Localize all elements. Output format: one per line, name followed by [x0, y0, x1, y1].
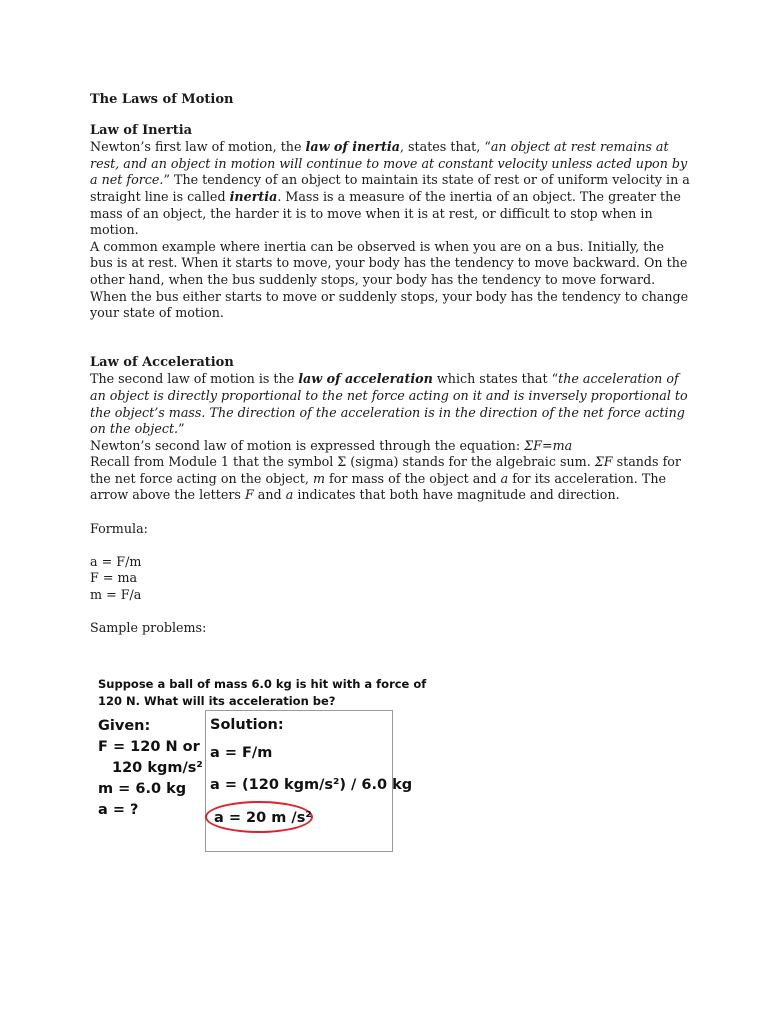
acceleration-paragraph-3: Recall from Module 1 that the symbol Σ (sigma) stands for the algebraic sum. ΣF stands for the net force acting on the object, m for mass of the object and a for its acceleration. The arrow above the letters F and a indicates that both have magnitude and direction.: [90, 454, 681, 503]
sample-problems-label: Sample problems:: [90, 620, 207, 636]
document-body: [90, 92, 690, 637]
solution-box: [205, 710, 413, 852]
inertia-paragraph-1: Newton’s first law of motion, the law of inertia, states that, “an object at rest remains at rest, and an object in motion will continue to move at constant velocity unless acted upon by a net force.” The tendency of an object to maintain its state of rest or of uniform velocity in a straight line is called inertia. Mass is a measure of the inertia of an object. The greater the mass of an object, the harder it is to move when it is at rest, or difficult to stop when in motion.: [90, 139, 690, 238]
section-heading-inertia: Law of Inertia: [90, 122, 193, 138]
acceleration-paragraph-1: The second law of motion is the law of acceleration which states that “the acceleration of an object is directly proportional to the net force acting on it and is inversely proportional to the object’s mass. The direction of the acceleration is in the direction of the net force acting on the object.”: [90, 371, 688, 437]
formula-line-3: m = F/a: [90, 587, 142, 603]
page-title: The Laws of Motion: [90, 92, 234, 107]
acceleration-paragraph-2: Newton’s second law of motion is expressed through the equation: ΣF=ma: [90, 437, 573, 453]
solution-step-1: a = F/m: [210, 745, 273, 761]
solution-answer: a = 20 m /s²: [214, 810, 312, 826]
formula-line-1: a = F/m: [90, 553, 142, 569]
formula-label: Formula:: [90, 520, 148, 536]
given-force: F = 120 N or: [98, 739, 200, 755]
problem-question: Suppose a ball of mass 6.0 kg is hit with a force of 120 N. What will its acceleration be?: [98, 677, 427, 708]
given-force-units: 120 kgm/s²: [112, 760, 203, 776]
inertia-paragraph-2: A common example where inertia can be observed is when you are on a bus. Initially, the bus is at rest. When it starts to move, your body has the tendency to move backward. On the other hand, when the bus suddenly stops, your body has the tendency to move forward. When the bus either starts to move or suddenly stops, your body has the tendency to change your state of motion.: [90, 238, 689, 321]
given-title: Given:: [98, 718, 151, 734]
given-acceleration: a = ?: [98, 802, 139, 818]
solution-title: Solution:: [210, 717, 284, 733]
solution-step-2: a = (120 kgm/s²) / 6.0 kg: [210, 777, 413, 793]
sample-problem-image: [92, 676, 427, 856]
given-mass: m = 6.0 kg: [98, 781, 187, 797]
formula-line-2: F = ma: [90, 570, 138, 586]
section-heading-acceleration: Law of Acceleration: [90, 354, 234, 370]
given-block: [98, 716, 203, 821]
